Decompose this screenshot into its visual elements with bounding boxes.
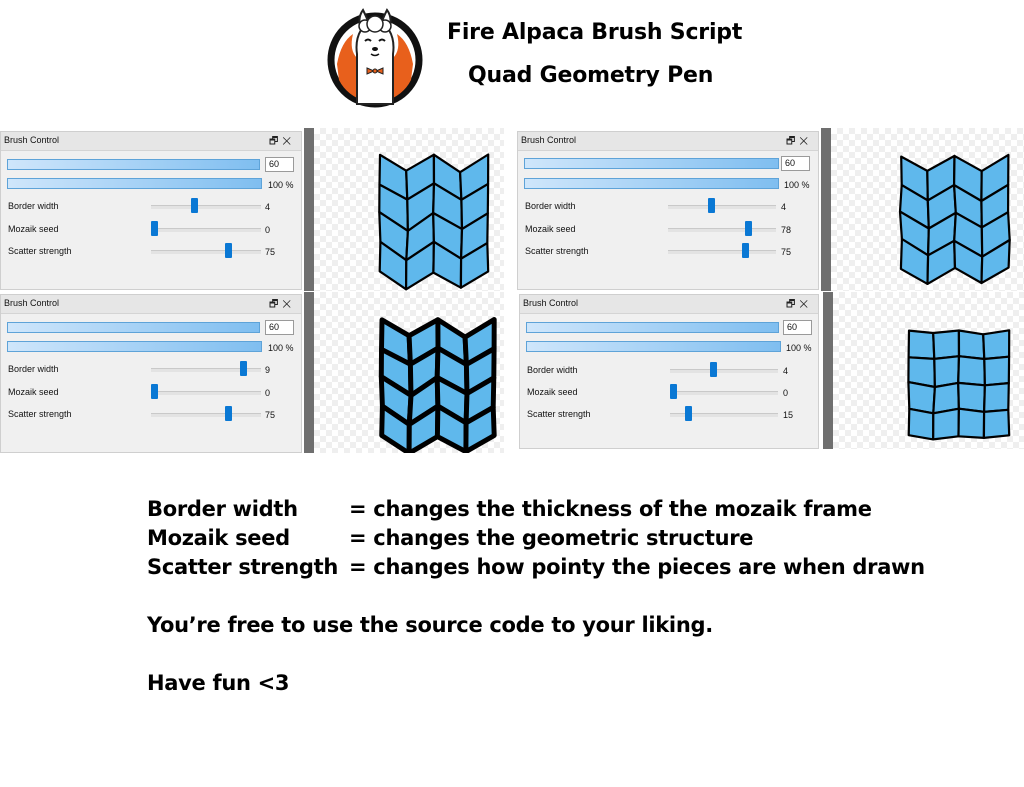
slider-label: Scatter strength	[525, 246, 589, 256]
opacity-bar[interactable]	[7, 341, 262, 352]
slider-track[interactable]	[668, 205, 776, 209]
slider-label: Mozaik seed	[8, 224, 59, 234]
close-icon[interactable]: ✕	[799, 136, 812, 147]
term-border-width: Border width	[147, 497, 298, 521]
scatter-strength-slider-thumb[interactable]	[685, 406, 692, 421]
panel-divider[interactable]	[304, 128, 314, 291]
slider-label: Scatter strength	[8, 246, 72, 256]
scatter-strength-slider-thumb[interactable]	[742, 243, 749, 258]
border-width-slider-thumb[interactable]	[240, 361, 247, 376]
slider-label: Border width	[8, 364, 59, 374]
panel-divider[interactable]	[823, 292, 833, 449]
fire-alpaca-logo	[327, 4, 423, 108]
brush-size-value[interactable]: 60	[265, 320, 294, 335]
mosaic-tile	[958, 356, 985, 385]
slider-track[interactable]	[151, 391, 261, 395]
float-window-icon[interactable]: 🗗	[785, 299, 800, 310]
float-window-icon[interactable]: 🗗	[785, 136, 800, 147]
scatter-strength-slider-thumb[interactable]	[225, 406, 232, 421]
slider-label: Mozaik seed	[525, 224, 576, 234]
mosaic-tile	[983, 330, 1009, 359]
mosaic-tile	[984, 410, 1009, 438]
brush-size-bar[interactable]	[526, 322, 779, 333]
panel-titlebar	[518, 132, 818, 151]
float-window-icon[interactable]: 🗗	[268, 136, 283, 147]
slider-value: 75	[781, 247, 792, 257]
panel-title: Brush Control	[4, 135, 60, 145]
slider-track[interactable]	[668, 250, 776, 254]
mosaic-preview	[833, 292, 1024, 449]
slider-label: Border width	[8, 201, 59, 211]
definition-scatter-strength: = changes how pointy the pieces are when drawn	[349, 555, 925, 579]
panel-titlebar	[520, 295, 818, 314]
scatter-strength-slider-thumb[interactable]	[225, 243, 232, 258]
slider-label: Mozaik seed	[8, 387, 59, 397]
brush-size-value[interactable]: 60	[265, 157, 294, 172]
slider-label: Scatter strength	[527, 409, 591, 419]
mosaic-tile	[959, 331, 984, 360]
opacity-bar[interactable]	[526, 341, 781, 352]
slider-track[interactable]	[151, 250, 261, 254]
panel-divider[interactable]	[821, 128, 831, 291]
slider-track[interactable]	[668, 228, 776, 232]
mosaic-preview	[314, 292, 504, 453]
term-scatter-strength: Scatter strength	[147, 555, 339, 579]
page-title: Fire Alpaca Brush Script	[447, 20, 743, 45]
slider-value: 0	[265, 225, 271, 235]
opacity-value: 100 %	[268, 343, 294, 353]
slider-value: 15	[783, 410, 794, 420]
brush-control-panel	[0, 131, 302, 290]
mosaic-tile	[933, 409, 959, 440]
mozaik-seed-slider-thumb[interactable]	[670, 384, 677, 399]
panel-title: Brush Control	[523, 298, 579, 308]
brush-preview-canvas	[831, 128, 1024, 291]
brush-control-panel	[517, 131, 819, 290]
panel-divider[interactable]	[304, 292, 314, 453]
float-window-icon[interactable]: 🗗	[268, 299, 283, 310]
brush-size-bar[interactable]	[524, 158, 779, 169]
brush-size-value[interactable]: 60	[783, 320, 812, 335]
slider-track[interactable]	[151, 228, 261, 232]
close-icon[interactable]: ✕	[282, 136, 295, 147]
panel-title: Brush Control	[521, 135, 577, 145]
border-width-slider-thumb[interactable]	[708, 198, 715, 213]
mozaik-seed-slider-thumb[interactable]	[151, 384, 158, 399]
slider-label: Border width	[525, 201, 576, 211]
opacity-bar[interactable]	[524, 178, 779, 189]
brush-preview-canvas	[314, 128, 504, 291]
slider-value: 0	[265, 388, 271, 398]
opacity-value: 100 %	[786, 343, 812, 353]
slider-label: Mozaik seed	[527, 387, 578, 397]
brush-size-value[interactable]: 60	[781, 156, 810, 171]
definition-mozaik-seed: = changes the geometric structure	[349, 526, 754, 550]
opacity-value: 100 %	[268, 180, 294, 190]
brush-size-bar[interactable]	[7, 159, 260, 170]
mosaic-tile	[909, 331, 935, 359]
mosaic-tile	[958, 383, 985, 412]
border-width-slider-thumb[interactable]	[710, 362, 717, 377]
mosaic-tile	[959, 409, 985, 438]
slider-track[interactable]	[670, 391, 778, 395]
slider-label: Scatter strength	[8, 409, 72, 419]
mozaik-seed-slider-thumb[interactable]	[745, 221, 752, 236]
mosaic-preview	[314, 128, 504, 291]
opacity-bar[interactable]	[7, 178, 262, 189]
close-icon[interactable]: ✕	[282, 299, 295, 310]
slider-track[interactable]	[670, 369, 778, 373]
closing-note: Have fun <3	[147, 671, 290, 695]
mozaik-seed-slider-thumb[interactable]	[151, 221, 158, 236]
slider-track[interactable]	[151, 413, 261, 417]
slider-value: 78	[781, 225, 792, 235]
slider-value: 75	[265, 247, 276, 257]
panel-titlebar	[1, 132, 301, 151]
mosaic-tile	[984, 357, 1009, 386]
opacity-value: 100 %	[784, 180, 810, 190]
brush-preview-canvas	[314, 292, 504, 453]
slider-value: 75	[265, 410, 276, 420]
slider-value: 4	[781, 202, 787, 212]
brush-control-panel	[519, 294, 819, 449]
mosaic-preview	[831, 128, 1024, 291]
brush-size-bar[interactable]	[7, 322, 260, 333]
slider-value: 4	[265, 202, 271, 212]
slider-track[interactable]	[151, 205, 261, 209]
slider-value: 9	[265, 365, 271, 375]
border-width-slider-thumb[interactable]	[191, 198, 198, 213]
brush-control-panel	[0, 294, 302, 453]
close-icon[interactable]: ✕	[799, 299, 812, 310]
slider-value: 0	[783, 388, 789, 398]
page-subtitle: Quad Geometry Pen	[468, 63, 714, 88]
definition-border-width: = changes the thickness of the mozaik frame	[349, 497, 872, 521]
mosaic-tile	[909, 409, 934, 440]
panel-title: Brush Control	[4, 298, 60, 308]
slider-label: Border width	[527, 365, 578, 375]
brush-preview-canvas	[833, 292, 1024, 449]
mosaic-tile	[933, 331, 959, 359]
license-note: You’re free to use the source code to your liking.	[147, 613, 713, 637]
slider-value: 4	[783, 366, 789, 376]
term-mozaik-seed: Mozaik seed	[147, 526, 290, 550]
mosaic-tile	[984, 383, 1009, 412]
panel-titlebar	[1, 295, 301, 314]
